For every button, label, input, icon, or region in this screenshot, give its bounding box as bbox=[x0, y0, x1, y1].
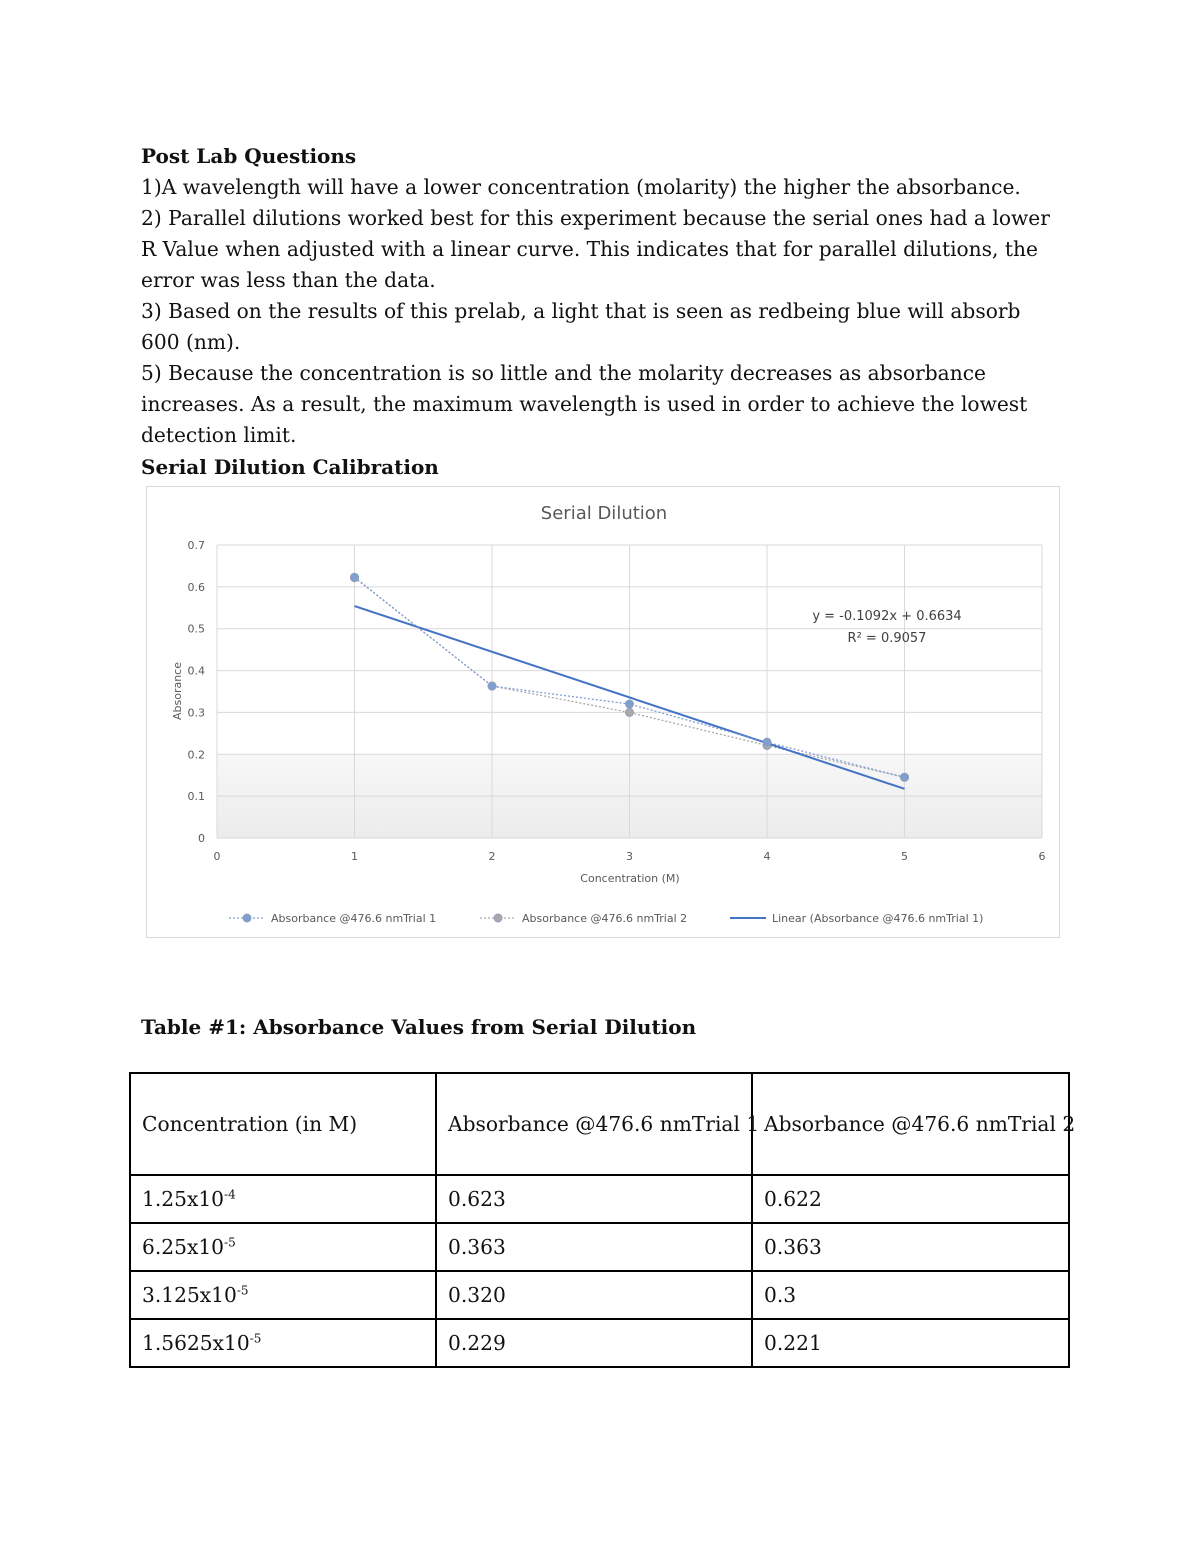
post-lab-heading: Post Lab Questions bbox=[141, 144, 357, 168]
y-axis-ticks bbox=[188, 539, 206, 845]
data-point-trial-1 bbox=[901, 773, 909, 781]
data-point-trial-1 bbox=[488, 682, 496, 690]
x-axis-label: Concentration (M) bbox=[580, 872, 680, 885]
absorbance-table bbox=[129, 1072, 1076, 1368]
data-point-trial-1 bbox=[351, 573, 359, 581]
trial-2-cell: 0.363 bbox=[752, 1223, 1069, 1271]
data-point-trial-2 bbox=[626, 708, 634, 716]
trendline-equation: y = -0.1092x + 0.6634 bbox=[812, 609, 962, 624]
table-row bbox=[130, 1319, 1069, 1367]
concentration-cell: $1.25x10^{-4}$ bbox=[130, 1175, 436, 1223]
answer-2: 2) Parallel dilutions worked best for this experiment because the serial ones had a lower R Value when adjusted with a linear curve. This indicates that for parallel dilutions, the error was less than the data. bbox=[141, 206, 1050, 292]
chart-legend bbox=[229, 912, 983, 925]
trial-1-cell: 0.320 bbox=[436, 1271, 752, 1319]
answer-1: 1)A wavelength will have a lower concentration (molarity) the higher the absorbance. bbox=[141, 175, 1021, 199]
legend-swatch-marker bbox=[494, 914, 502, 922]
trendline-r-squared: R² = 0.9057 bbox=[847, 631, 927, 646]
calibration-heading: Serial Dilution Calibration bbox=[141, 455, 439, 479]
table-row bbox=[130, 1271, 1069, 1319]
x-tick-label: 3 bbox=[626, 850, 633, 863]
x-tick-label: 4 bbox=[763, 850, 771, 863]
y-axis-label: Absorance bbox=[171, 661, 184, 721]
table-header-row bbox=[130, 1073, 1069, 1175]
legend-label: Linear (Absorbance @476.6 nmTrial 1) bbox=[772, 912, 984, 925]
legend-swatch-marker bbox=[243, 914, 251, 922]
header-trial-1: Absorbance @476.6 nmTrial 1 bbox=[436, 1073, 752, 1175]
trial-1-cell: 0.229 bbox=[436, 1319, 752, 1367]
serial-dilution-chart bbox=[146, 486, 1060, 938]
y-tick-label: 0 bbox=[198, 832, 205, 845]
x-tick-label: 1 bbox=[351, 850, 358, 863]
chart-canvas bbox=[147, 487, 1061, 939]
table-caption: Table #1: Absorbance Values from Serial Dilution bbox=[141, 1015, 697, 1039]
concentration-cell: $1.5625x10^{-5}$ bbox=[130, 1319, 436, 1367]
answer-3: 3) Based on the results of this prelab, a light that is seen as redbeing blue will absorb 600 (nm). bbox=[141, 299, 1021, 354]
header-trial-2: Absorbance @476.6 nmTrial 2 bbox=[752, 1073, 1069, 1175]
trial-2-cell: 0.622 bbox=[752, 1175, 1069, 1223]
concentration-cell: $6.25x10^{-5}$ bbox=[130, 1223, 436, 1271]
trial-1-cell: 0.623 bbox=[436, 1175, 752, 1223]
y-tick-label: 0.1 bbox=[187, 790, 205, 804]
table-row bbox=[130, 1223, 1069, 1271]
legend-label: Absorbance @476.6 nmTrial 1 bbox=[271, 912, 437, 925]
y-tick-label: 0.3 bbox=[187, 706, 205, 720]
x-tick-label: 6 bbox=[1038, 850, 1046, 863]
answer-5: 5) Because the concentration is so little and the molarity decreases as absorbance increases. As a result, the maximum wavelength is used in order to achieve the lowest detection limit. bbox=[141, 361, 1028, 447]
concentration-cell: $3.125x10^{-5}$ bbox=[130, 1271, 436, 1319]
header-concentration: Concentration (in M) bbox=[130, 1073, 436, 1175]
trial-2-cell: 0.3 bbox=[752, 1271, 1069, 1319]
post-lab-answers bbox=[141, 172, 1061, 451]
y-tick-label: 0.4 bbox=[187, 664, 205, 678]
chart-title: Serial Dilution bbox=[540, 503, 668, 524]
x-tick-label: 0 bbox=[213, 850, 221, 863]
data-point-trial-1 bbox=[626, 700, 634, 708]
y-tick-label: 0.6 bbox=[187, 580, 205, 594]
x-axis-ticks bbox=[214, 850, 1046, 863]
trial-1-cell: 0.363 bbox=[436, 1223, 752, 1271]
x-tick-label: 2 bbox=[488, 850, 496, 863]
table-row bbox=[130, 1175, 1069, 1223]
trial-2-cell: 0.221 bbox=[752, 1319, 1069, 1367]
y-tick-label: 0.7 bbox=[187, 539, 205, 552]
y-tick-label: 0.5 bbox=[187, 622, 205, 636]
data-point-trial-1 bbox=[763, 738, 771, 746]
x-tick-label: 5 bbox=[901, 850, 908, 863]
y-tick-label: 0.2 bbox=[187, 748, 205, 762]
legend-label: Absorbance @476.6 nmTrial 2 bbox=[522, 912, 688, 925]
